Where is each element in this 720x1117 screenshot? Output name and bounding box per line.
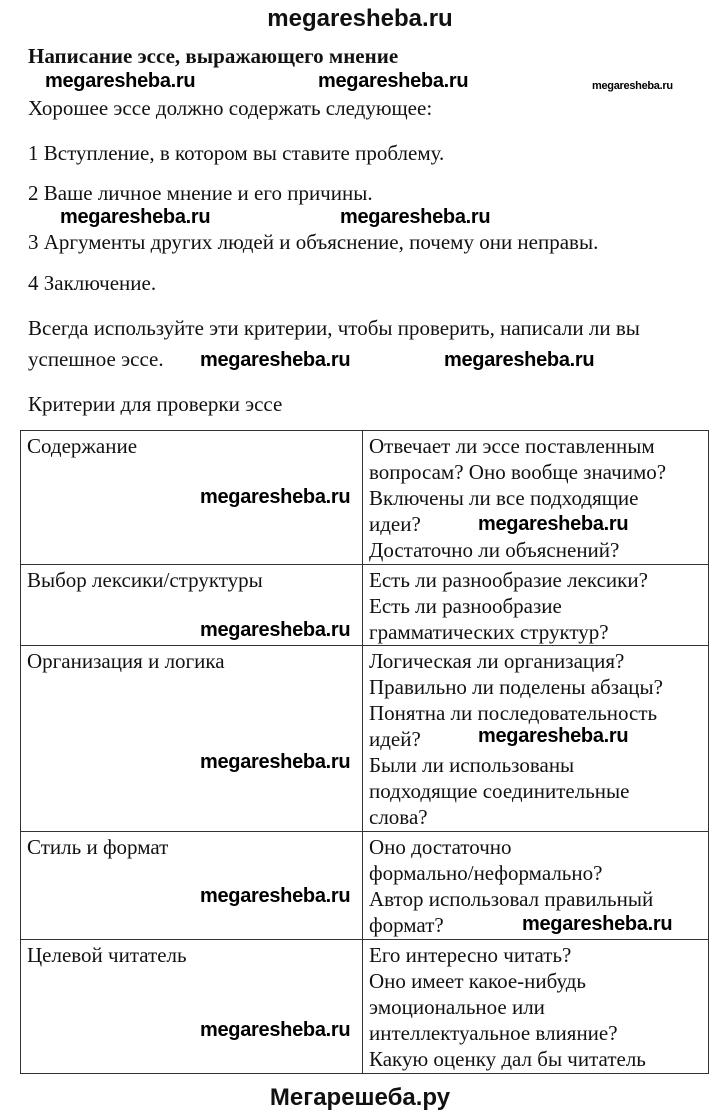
question: вопросам? Оно вообще значимо? [369, 460, 667, 484]
header-watermark: megaresheba.ru [267, 5, 453, 32]
questions-cell [363, 431, 709, 565]
question: Оно достаточно [369, 835, 512, 859]
question: Понятна ли последовательность [369, 701, 658, 725]
question: Есть ли разнообразие [369, 594, 562, 618]
watermark: megaresheba.ru [444, 349, 595, 371]
page-title: Написание эссе, выражающего мнение [28, 44, 399, 68]
footer-watermark: Мегарешеба.ру [269, 1084, 451, 1111]
criterion-cell: Целевой читатель [21, 940, 363, 1074]
question: интеллектуальное влияние? [369, 1021, 618, 1045]
list-item: 4 Заключение. [28, 271, 157, 295]
watermark: megaresheba.ru [522, 913, 673, 935]
question: Автор использовал правильный [369, 887, 654, 911]
watermark: megaresheba.ru [340, 206, 491, 228]
watermark: megaresheba.ru [200, 1019, 351, 1041]
watermark: megaresheba.ru [592, 80, 673, 92]
question: формат? [369, 913, 444, 937]
watermark: megaresheba.ru [200, 751, 351, 773]
watermark: megaresheba.ru [60, 206, 211, 228]
watermark: megaresheba.ru [45, 70, 196, 92]
intro-text: Хорошее эссе должно содержать следующее: [28, 96, 433, 120]
question: идей? [369, 727, 421, 751]
watermark: megaresheba.ru [478, 513, 629, 535]
watermark: megaresheba.ru [318, 70, 469, 92]
watermark: megaresheba.ru [200, 619, 351, 641]
criterion-cell: Содержание [21, 431, 363, 565]
table-row [21, 940, 709, 1074]
question: эмоциональное или [369, 995, 545, 1019]
criterion-cell: Стиль и формат [21, 832, 363, 940]
table-row [21, 565, 709, 646]
question: Есть ли разнообразие лексики? [369, 568, 648, 592]
table-row [21, 431, 709, 565]
question: Правильно ли поделены абзацы? [369, 675, 663, 699]
question: Какую оценку дал бы читатель [369, 1047, 646, 1071]
watermark: megaresheba.ru [200, 349, 351, 371]
questions-cell [363, 565, 709, 646]
question: Включены ли все подходящие [369, 486, 639, 510]
question: грамматических структур? [369, 620, 609, 644]
list-item: 2 Ваше личное мнение и его причины. [28, 181, 373, 205]
question: Логическая ли организация? [369, 649, 625, 673]
question: Оно имеет какое-нибудь [369, 969, 586, 993]
criteria-note: успешное эссе. [28, 347, 164, 371]
question: Достаточно ли объяснений? [369, 538, 620, 562]
criterion-cell: Организация и логика [21, 646, 363, 832]
criterion-cell: Выбор лексики/структуры [21, 565, 363, 646]
criteria-note: Всегда используйте эти критерии, чтобы проверить, написали ли вы [28, 316, 640, 340]
watermark: megaresheba.ru [478, 725, 629, 747]
table-caption: Критерии для проверки эссе [28, 392, 283, 416]
list-item: 3 Аргументы других людей и объяснение, почему они неправы. [28, 230, 599, 254]
question: Его интересно читать? [369, 943, 572, 967]
question: формально/неформально? [369, 861, 603, 885]
question: Были ли использованы [369, 753, 575, 777]
watermark: megaresheba.ru [200, 486, 351, 508]
watermark: megaresheba.ru [200, 885, 351, 907]
question: Отвечает ли эссе поставленным [369, 434, 655, 458]
question: подходящие соединительные [369, 779, 630, 803]
questions-cell [363, 940, 709, 1074]
question: слова? [369, 805, 428, 829]
question: идеи? [369, 512, 421, 536]
list-item: 1 Вступление, в котором вы ставите проблему. [28, 141, 445, 165]
